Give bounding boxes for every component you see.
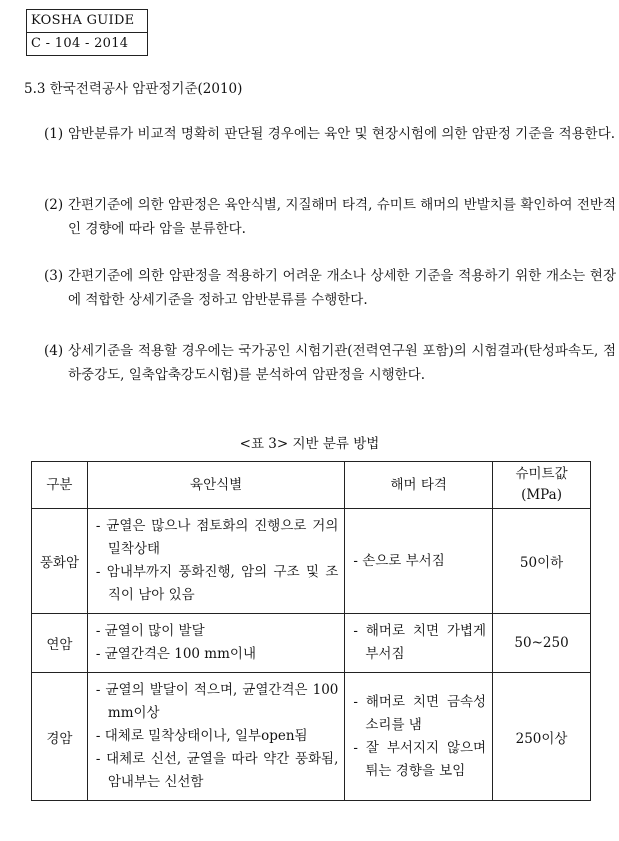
row-schmidt: 50~250 [493, 614, 591, 673]
visual-bullet: - 암내부까지 풍화진행, 암의 구조 및 조직이 남아 있음 [95, 564, 339, 603]
visual-bullet: - 대체로 밀착상태이나, 일부open됨 [95, 728, 308, 744]
row-category: 연암 [32, 614, 88, 673]
header-schmidt-unit: (MPa) [521, 487, 562, 503]
hammer-bullet: - 해머로 치면 가볍게 부서짐 [353, 623, 487, 662]
paragraph-number: (2) [44, 197, 64, 213]
table-caption: <표 3> 지반 분류 방법 [239, 436, 380, 452]
visual-bullet: - 대체로 신선, 균열을 따라 약간 풍화됨, 암내부는 신선함 [95, 751, 339, 790]
row-hammer [345, 673, 493, 801]
paragraph-number: (1) [44, 126, 64, 142]
row-visual [87, 614, 344, 673]
paragraph-text: 간편기준에 의한 암판정을 적용하기 어려운 개소나 상세한 기준을 적용하기 위한 개소는 현장에 적합한 상세기준을 정하고 암반분류를 수행한다. [68, 268, 616, 308]
paragraph-3 [44, 264, 616, 312]
row-schmidt: 250이상 [493, 673, 591, 801]
hammer-bullet: - 잘 부서지지 않으며 튀는 경향을 보임 [353, 739, 487, 779]
section-title: 5.3 한국전력공사 암판정기준(2010) [24, 81, 243, 97]
table-row [32, 509, 591, 614]
document-id-box [26, 9, 148, 56]
hammer-bullet: - 해머로 치면 금속성 소리를 냄 [353, 693, 487, 733]
paragraph-text: 간편기준에 의한 암판정은 육안식별, 지질해머 타격, 슈미트 해머의 반발치를 확인하여 전반적인 경향에 따라 암을 분류한다. [68, 197, 616, 237]
row-visual [87, 509, 344, 614]
row-hammer [345, 509, 493, 614]
paragraph-number: (4) [44, 343, 64, 359]
table-row [32, 614, 591, 673]
visual-bullet: - 균열의 발달이 적으며, 균열간격은 100 mm이상 [95, 682, 339, 721]
header-hammer: 해머 타격 [345, 462, 493, 509]
paragraph-4 [44, 339, 616, 387]
paragraph-text: 상세기준을 적용할 경우에는 국가공인 시험기관(전력연구원 포함)의 시험결과(탄성파속도, 점하중강도, 일축압축강도시험)를 분석하여 암판정을 시행한다. [68, 343, 616, 383]
paragraph-text: 암반분류가 비교적 명확히 판단될 경우에는 육안 및 현장시험에 의한 암판정 기준을 적용한다. [68, 126, 616, 142]
row-schmidt: 50이하 [493, 509, 591, 614]
row-visual [87, 673, 344, 801]
guide-code: C - 104 - 2014 [27, 32, 147, 55]
row-category: 풍화암 [32, 509, 88, 614]
paragraph-2 [44, 193, 616, 241]
header-schmidt-label: 슈미트값 [515, 466, 568, 482]
guide-name: KOSHA GUIDE [31, 13, 135, 28]
table-header-row [32, 462, 591, 509]
visual-bullet: - 균열은 많으나 점토화의 진행으로 거의 밀착상태 [95, 518, 339, 557]
header-visual: 육안식별 [87, 462, 344, 509]
ground-classification-table [31, 461, 591, 801]
visual-bullet: - 균열간격은 100 mm이내 [95, 646, 256, 662]
table-row [32, 673, 591, 801]
header-category: 구분 [32, 462, 88, 509]
header-schmidt [493, 462, 591, 509]
paragraph-number: (3) [44, 268, 64, 284]
hammer-bullet: - 손으로 부서짐 [353, 552, 445, 569]
paragraph-1 [44, 122, 616, 146]
row-category: 경암 [32, 673, 88, 801]
row-hammer [345, 614, 493, 673]
visual-bullet: - 균열이 많이 발달 [95, 623, 205, 639]
